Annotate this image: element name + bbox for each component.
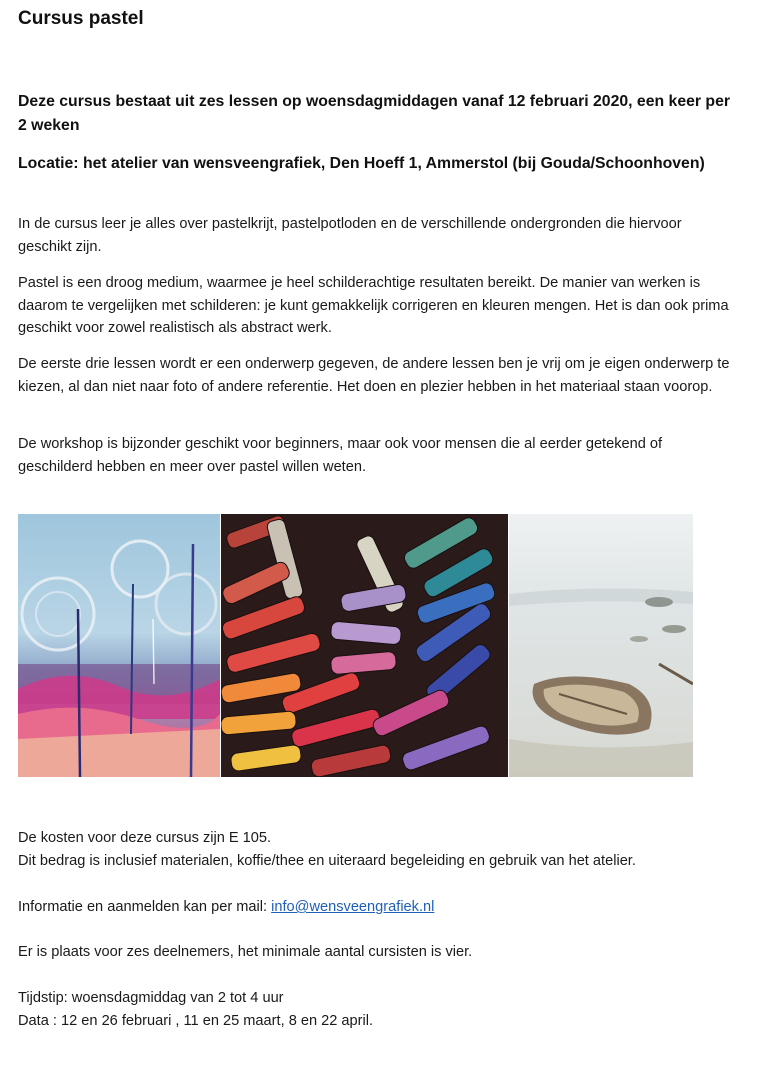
- page-title: Cursus pastel: [18, 8, 144, 29]
- info-line: [18, 896, 434, 919]
- boat-painting-image: [509, 514, 693, 777]
- course-schedule-heading: Deze cursus bestaat uit zes lessen op woensdagmiddagen vanaf 12 februari 2020, een keer per 2 weken: [18, 93, 731, 134]
- paragraph-intro: In de cursus leer je alles over pastelkrijt, pastelpotloden en de verschillende ondergronden die hiervoor geschikt zijn.: [18, 216, 682, 255]
- capacity-line: Er is plaats voor zes deelnemers, het minimale aantal cursisten is vier.: [18, 944, 473, 960]
- paragraph-audience: De workshop is bijzonder geschikt voor beginners, maar ook voor mensen die al eerder getekend of geschilderd hebben en meer over pastel willen weten.: [18, 436, 663, 475]
- pastel-sticks-image: [221, 514, 508, 777]
- time-line: Tijdstip: woensdagmiddag van 2 tot 4 uur: [18, 990, 284, 1006]
- location-heading: Locatie: het atelier van wensveengrafiek, Den Hoeff 1, Ammerstol (bij Gouda/Schoonhoven): [18, 155, 705, 172]
- paragraph-lessons: De eerste drie lessen wordt er een onderwerp gegeven, de andere lessen ben je vrij om je eigen onderwerp te kiezen, al dan niet naar foto of andere referentie. Het doen en plezier hebben in het materiaal staan voorop.: [18, 356, 730, 395]
- cost-details-line: Dit bedrag is inclusief materialen, koffie/thee en uiteraard begeleiding en gebruik van het atelier.: [18, 853, 636, 869]
- paragraph-medium: Pastel is een droog medium, waarmee je heel schilderachtige resultaten bereikt. De manier van werken is daarom te vergelijken met schilderen: je kunt gemakkelijk corrigeren en kleuren mengen. Het is dan ook prima geschikt voor zowel realistisch als abstract werk.: [18, 275, 729, 336]
- info-text: Informatie en aanmelden kan per mail:: [18, 899, 272, 915]
- dates-line: Data : 12 en 26 februari , 11 en 25 maart, 8 en 22 april.: [18, 1013, 374, 1029]
- cost-line: De kosten voor deze cursus zijn E 105.: [18, 830, 272, 846]
- abstract-painting-image: [18, 514, 220, 777]
- email-link[interactable]: info@wensveengrafiek.nl: [271, 899, 435, 915]
